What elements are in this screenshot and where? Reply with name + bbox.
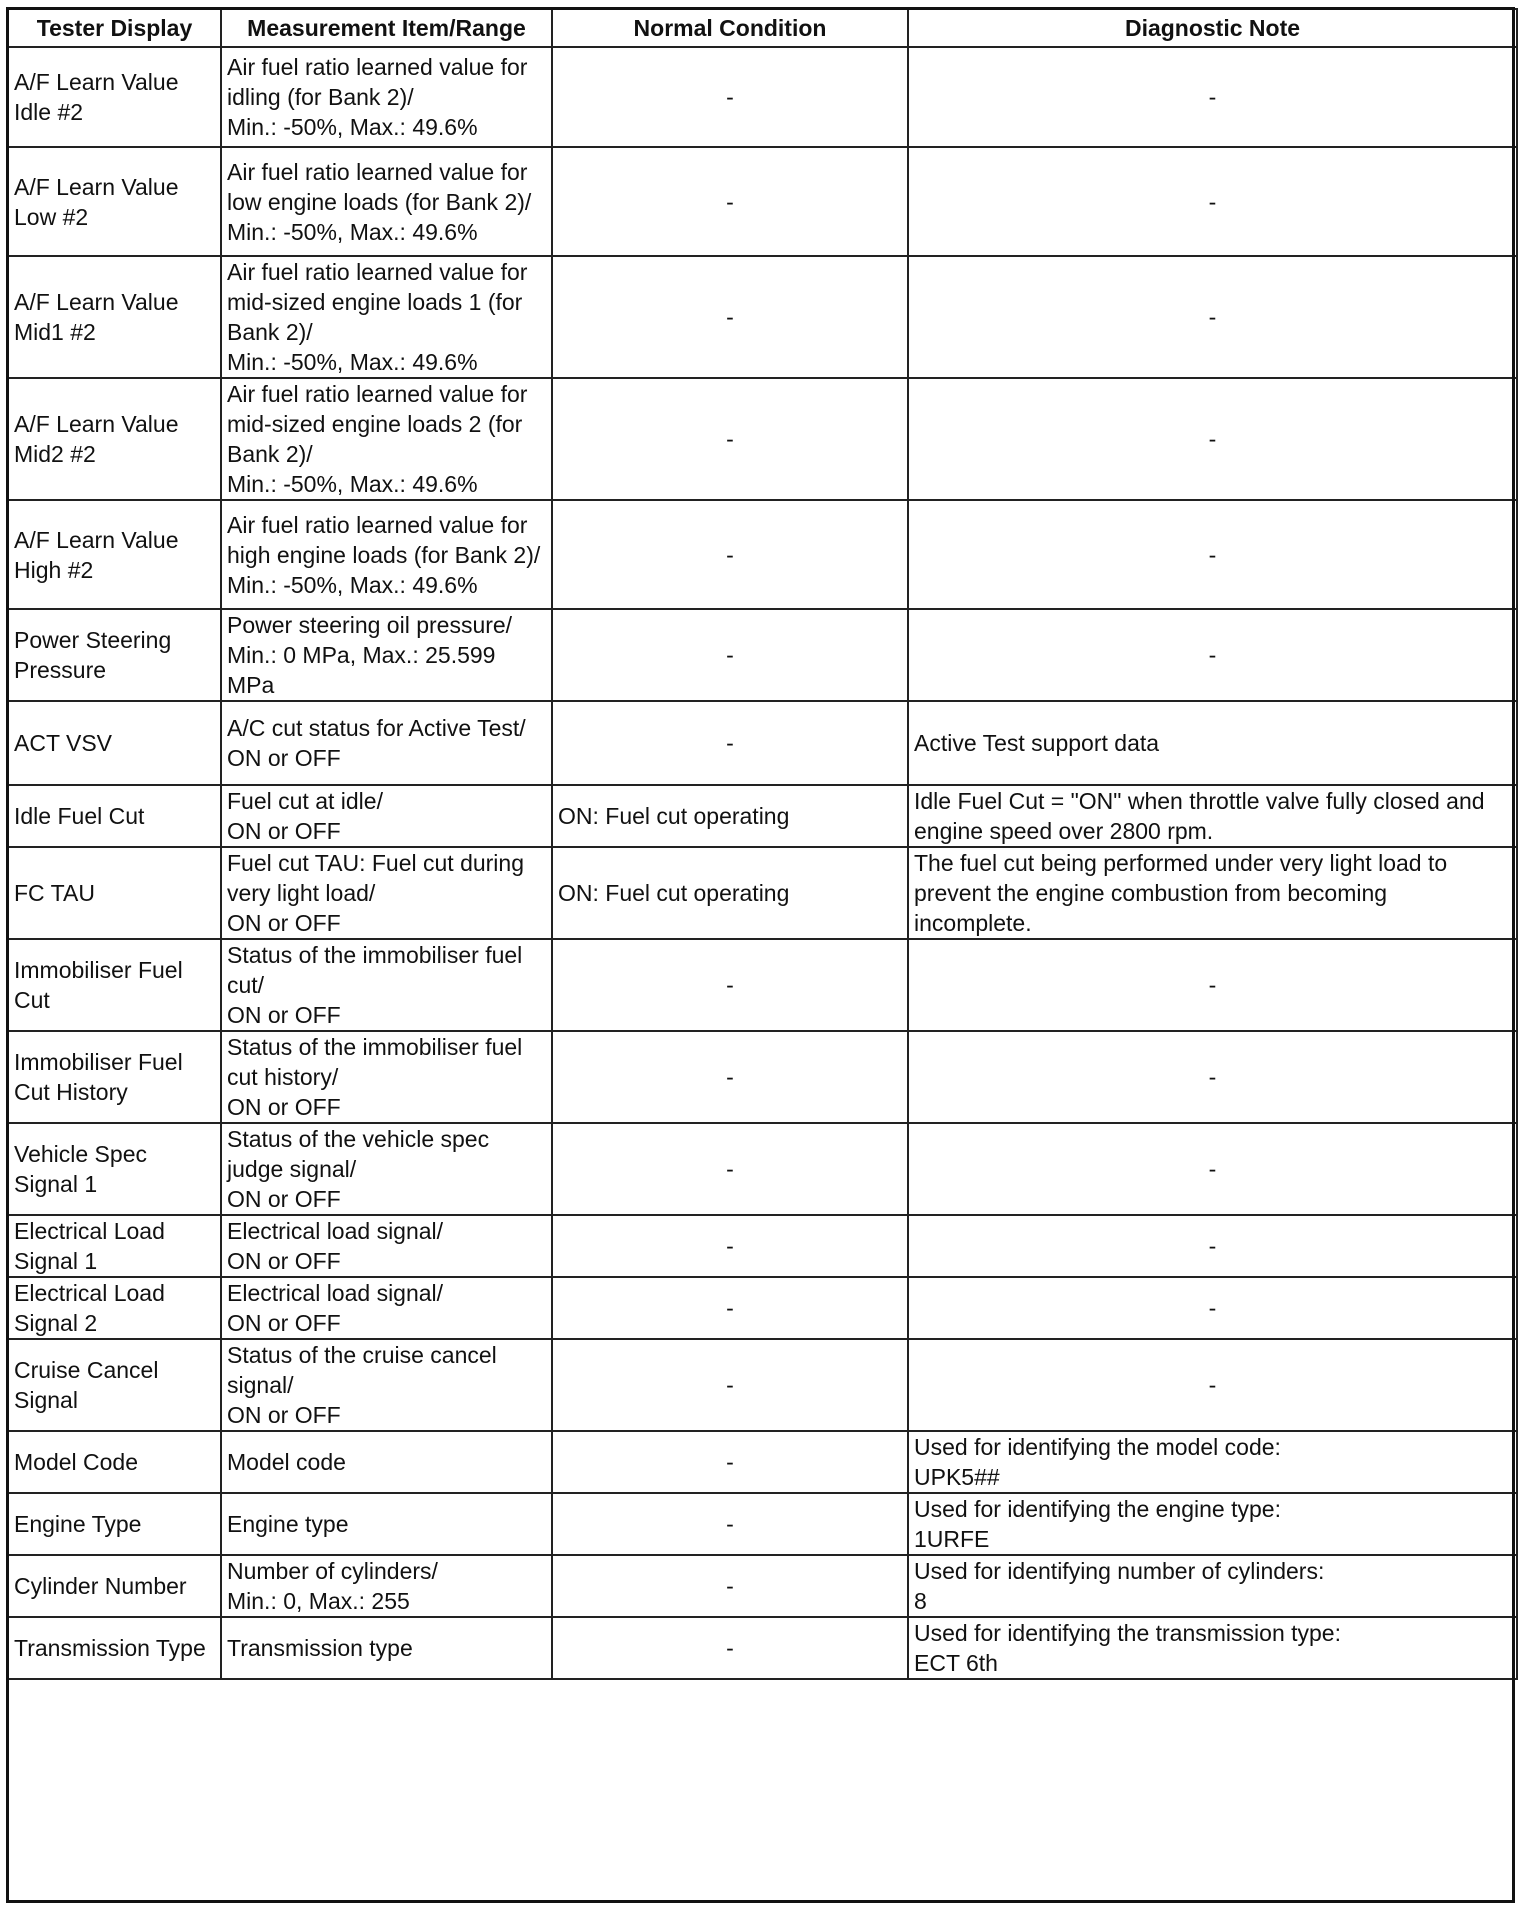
cell-normal-condition: - xyxy=(552,378,908,500)
header-tester-display: Tester Display xyxy=(8,9,221,47)
cell-diagnostic-note: - xyxy=(908,147,1517,256)
cell-tester-display: Model Code xyxy=(8,1431,221,1493)
cell-normal-condition: - xyxy=(552,1031,908,1123)
cell-measurement-item: Air fuel ratio learned value for idling (for Bank 2)/ Min.: -50%, Max.: 49.6% xyxy=(221,47,552,147)
table-row xyxy=(8,1431,1517,1493)
cell-measurement-item: Engine type xyxy=(221,1493,552,1555)
cell-diagnostic-note: - xyxy=(908,1031,1517,1123)
table-row xyxy=(8,1555,1517,1617)
table-row xyxy=(8,378,1517,500)
header-measurement-item: Measurement Item/Range xyxy=(221,9,552,47)
cell-normal-condition: - xyxy=(552,1617,908,1679)
cell-diagnostic-note: Used for identifying the model code: UPK5## xyxy=(908,1431,1517,1493)
cell-tester-display: Immobiliser Fuel Cut History xyxy=(8,1031,221,1123)
cell-measurement-item: Air fuel ratio learned value for mid-sized engine loads 1 (for Bank 2)/ Min.: -50%, Max.: 49.6% xyxy=(221,256,552,378)
cell-normal-condition: - xyxy=(552,939,908,1031)
table-row xyxy=(8,1031,1517,1123)
table-row xyxy=(8,1493,1517,1555)
diagnostic-data-table xyxy=(7,8,1518,1680)
cell-diagnostic-note: The fuel cut being performed under very light load to prevent the engine combustion from becoming incomplete. xyxy=(908,847,1517,939)
cell-normal-condition: - xyxy=(552,701,908,785)
table-row xyxy=(8,147,1517,256)
table-row xyxy=(8,939,1517,1031)
cell-measurement-item: Electrical load signal/ ON or OFF xyxy=(221,1215,552,1277)
cell-measurement-item: Fuel cut TAU: Fuel cut during very light load/ ON or OFF xyxy=(221,847,552,939)
cell-normal-condition: - xyxy=(552,147,908,256)
cell-diagnostic-note: - xyxy=(908,939,1517,1031)
cell-diagnostic-note: - xyxy=(908,47,1517,147)
cell-measurement-item: Status of the vehicle spec judge signal/ ON or OFF xyxy=(221,1123,552,1215)
cell-measurement-item: Power steering oil pressure/ Min.: 0 MPa, Max.: 25.599 MPa xyxy=(221,609,552,701)
cell-diagnostic-note: - xyxy=(908,609,1517,701)
table-row xyxy=(8,256,1517,378)
cell-measurement-item: A/C cut status for Active Test/ ON or OFF xyxy=(221,701,552,785)
cell-measurement-item: Fuel cut at idle/ ON or OFF xyxy=(221,785,552,847)
cell-measurement-item: Transmission type xyxy=(221,1617,552,1679)
cell-tester-display: A/F Learn Value Mid2 #2 xyxy=(8,378,221,500)
cell-normal-condition: - xyxy=(552,1431,908,1493)
cell-normal-condition: - xyxy=(552,1493,908,1555)
table-row xyxy=(8,500,1517,609)
cell-tester-display: Transmission Type xyxy=(8,1617,221,1679)
cell-diagnostic-note: Idle Fuel Cut = "ON" when throttle valve fully closed and engine speed over 2800 rpm. xyxy=(908,785,1517,847)
cell-tester-display: Cruise Cancel Signal xyxy=(8,1339,221,1431)
cell-normal-condition: - xyxy=(552,609,908,701)
cell-tester-display: Electrical Load Signal 2 xyxy=(8,1277,221,1339)
cell-diagnostic-note: - xyxy=(908,1277,1517,1339)
cell-measurement-item: Status of the cruise cancel signal/ ON or OFF xyxy=(221,1339,552,1431)
cell-diagnostic-note: - xyxy=(908,378,1517,500)
cell-normal-condition: ON: Fuel cut operating xyxy=(552,785,908,847)
cell-normal-condition: - xyxy=(552,1123,908,1215)
header-row xyxy=(8,9,1517,47)
cell-tester-display: Cylinder Number xyxy=(8,1555,221,1617)
cell-tester-display: Power Steering Pressure xyxy=(8,609,221,701)
table-row xyxy=(8,701,1517,785)
cell-tester-display: A/F Learn Value Mid1 #2 xyxy=(8,256,221,378)
cell-normal-condition: - xyxy=(552,1277,908,1339)
cell-tester-display: A/F Learn Value Idle #2 xyxy=(8,47,221,147)
table-row xyxy=(8,609,1517,701)
cell-measurement-item: Status of the immobiliser fuel cut/ ON or OFF xyxy=(221,939,552,1031)
cell-tester-display: A/F Learn Value High #2 xyxy=(8,500,221,609)
cell-tester-display: A/F Learn Value Low #2 xyxy=(8,147,221,256)
cell-diagnostic-note: - xyxy=(908,1123,1517,1215)
cell-measurement-item: Number of cylinders/ Min.: 0, Max.: 255 xyxy=(221,1555,552,1617)
cell-tester-display: Electrical Load Signal 1 xyxy=(8,1215,221,1277)
cell-measurement-item: Status of the immobiliser fuel cut history/ ON or OFF xyxy=(221,1031,552,1123)
cell-normal-condition: - xyxy=(552,1215,908,1277)
cell-normal-condition: ON: Fuel cut operating xyxy=(552,847,908,939)
cell-tester-display: Immobiliser Fuel Cut xyxy=(8,939,221,1031)
cell-tester-display: Engine Type xyxy=(8,1493,221,1555)
cell-normal-condition: - xyxy=(552,1339,908,1431)
cell-diagnostic-note: - xyxy=(908,1339,1517,1431)
cell-measurement-item: Air fuel ratio learned value for mid-sized engine loads 2 (for Bank 2)/ Min.: -50%, Max.: 49.6% xyxy=(221,378,552,500)
cell-tester-display: Vehicle Spec Signal 1 xyxy=(8,1123,221,1215)
table-row xyxy=(8,847,1517,939)
cell-measurement-item: Electrical load signal/ ON or OFF xyxy=(221,1277,552,1339)
cell-diagnostic-note: - xyxy=(908,1215,1517,1277)
table-row xyxy=(8,1215,1517,1277)
cell-tester-display: FC TAU xyxy=(8,847,221,939)
cell-measurement-item: Model code xyxy=(221,1431,552,1493)
cell-diagnostic-note: - xyxy=(908,256,1517,378)
table-row xyxy=(8,785,1517,847)
cell-normal-condition: - xyxy=(552,47,908,147)
cell-normal-condition: - xyxy=(552,1555,908,1617)
header-normal-condition: Normal Condition xyxy=(552,9,908,47)
cell-normal-condition: - xyxy=(552,500,908,609)
table-row xyxy=(8,47,1517,147)
table-row xyxy=(8,1123,1517,1215)
cell-diagnostic-note: - xyxy=(908,500,1517,609)
table-row xyxy=(8,1617,1517,1679)
cell-measurement-item: Air fuel ratio learned value for high engine loads (for Bank 2)/ Min.: -50%, Max.: 49.6% xyxy=(221,500,552,609)
table-row xyxy=(8,1339,1517,1431)
cell-diagnostic-note: Used for identifying the engine type: 1URFE xyxy=(908,1493,1517,1555)
cell-diagnostic-note: Used for identifying number of cylinders: 8 xyxy=(908,1555,1517,1617)
table-row xyxy=(8,1277,1517,1339)
cell-tester-display: Idle Fuel Cut xyxy=(8,785,221,847)
cell-normal-condition: - xyxy=(552,256,908,378)
cell-tester-display: ACT VSV xyxy=(8,701,221,785)
cell-measurement-item: Air fuel ratio learned value for low engine loads (for Bank 2)/ Min.: -50%, Max.: 49.6% xyxy=(221,147,552,256)
table-body xyxy=(8,47,1517,1679)
cell-diagnostic-note: Used for identifying the transmission type: ECT 6th xyxy=(908,1617,1517,1679)
header-diagnostic-note: Diagnostic Note xyxy=(908,9,1517,47)
cell-diagnostic-note: Active Test support data xyxy=(908,701,1517,785)
